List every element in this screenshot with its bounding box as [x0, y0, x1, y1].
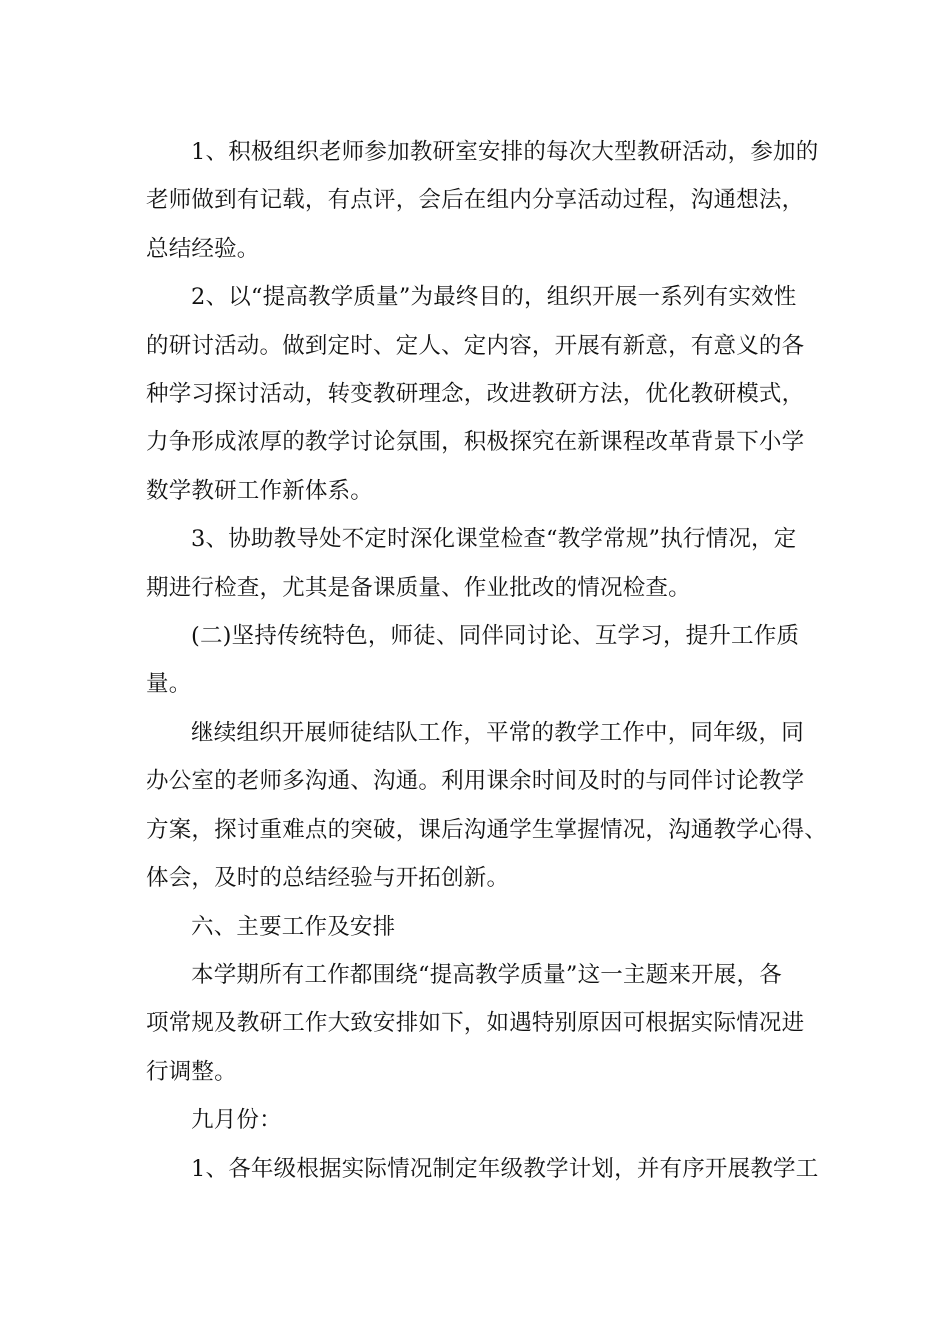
- text-line: 的研讨活动。做到定时、定人、定内容，开展有新意，有意义的各: [146, 332, 805, 359]
- text-line: 总结经验。: [146, 235, 260, 262]
- text-line: 力争形成浓厚的教学讨论氛围，积极探究在新课程改革背景下小学: [146, 429, 805, 456]
- paragraph-mentorship: [146, 709, 828, 903]
- paragraph-september-item-1: [146, 1145, 819, 1193]
- text-line: 2、以“提高教学质量”为最终目的，组织开展一系列有实效性: [191, 284, 797, 311]
- text-line: (二)坚持传统特色，师徒、同伴同讨论、互学习，提升工作质: [191, 623, 800, 650]
- text-line: 数学教研工作新体系。: [146, 477, 374, 504]
- paragraph-3: [146, 515, 806, 612]
- text-line: 1、各年级根据实际情况制定年级教学计划，并有序开展教学工: [191, 1155, 819, 1182]
- section-heading-six: [146, 903, 806, 951]
- text-line: 老师做到有记载，有点评，会后在组内分享活动过程，沟通想法，: [146, 187, 805, 214]
- paragraph-1: [146, 128, 819, 273]
- text-line: 体会，及时的总结经验与开拓创新。: [146, 865, 510, 892]
- text-line: 九月份：: [191, 1107, 282, 1134]
- text-line: 方案，探讨重难点的突破，课后沟通学生掌握情况，沟通教学心得、: [146, 816, 828, 843]
- text-line: 本学期所有工作都围绕“提高教学质量”这一主题来开展，各: [191, 961, 782, 988]
- text-line: 继续组织开展师徒结队工作，平常的教学工作中，同年级，同: [191, 719, 804, 746]
- text-line: 1、积极组织老师参加教研室安排的每次大型教研活动，参加的: [191, 139, 819, 165]
- paragraph-semester-overview: [146, 951, 806, 1096]
- text-line: 期进行检查，尤其是备课质量、作业批改的情况检查。: [146, 574, 691, 601]
- paragraph-section-two: [146, 612, 806, 709]
- text-line: 项常规及教研工作大致安排如下，如遇特别原因可根据实际情况进: [146, 1010, 805, 1037]
- text-line: 办公室的老师多沟通、沟通。利用课余时间及时的与同伴讨论教学: [146, 768, 805, 795]
- text-line: 量。: [146, 671, 192, 698]
- text-line: 种学习探讨活动，转变教研理念，改进教研方法，优化教研模式，: [146, 381, 805, 408]
- text-line: 3、协助教导处不定时深化课堂检查“教学常规”执行情况，定: [191, 526, 797, 553]
- month-heading-september: [146, 1096, 806, 1144]
- text-line: 六、主要工作及安排: [191, 913, 396, 940]
- text-line: 行调整。: [146, 1058, 237, 1085]
- paragraph-2: [146, 273, 806, 515]
